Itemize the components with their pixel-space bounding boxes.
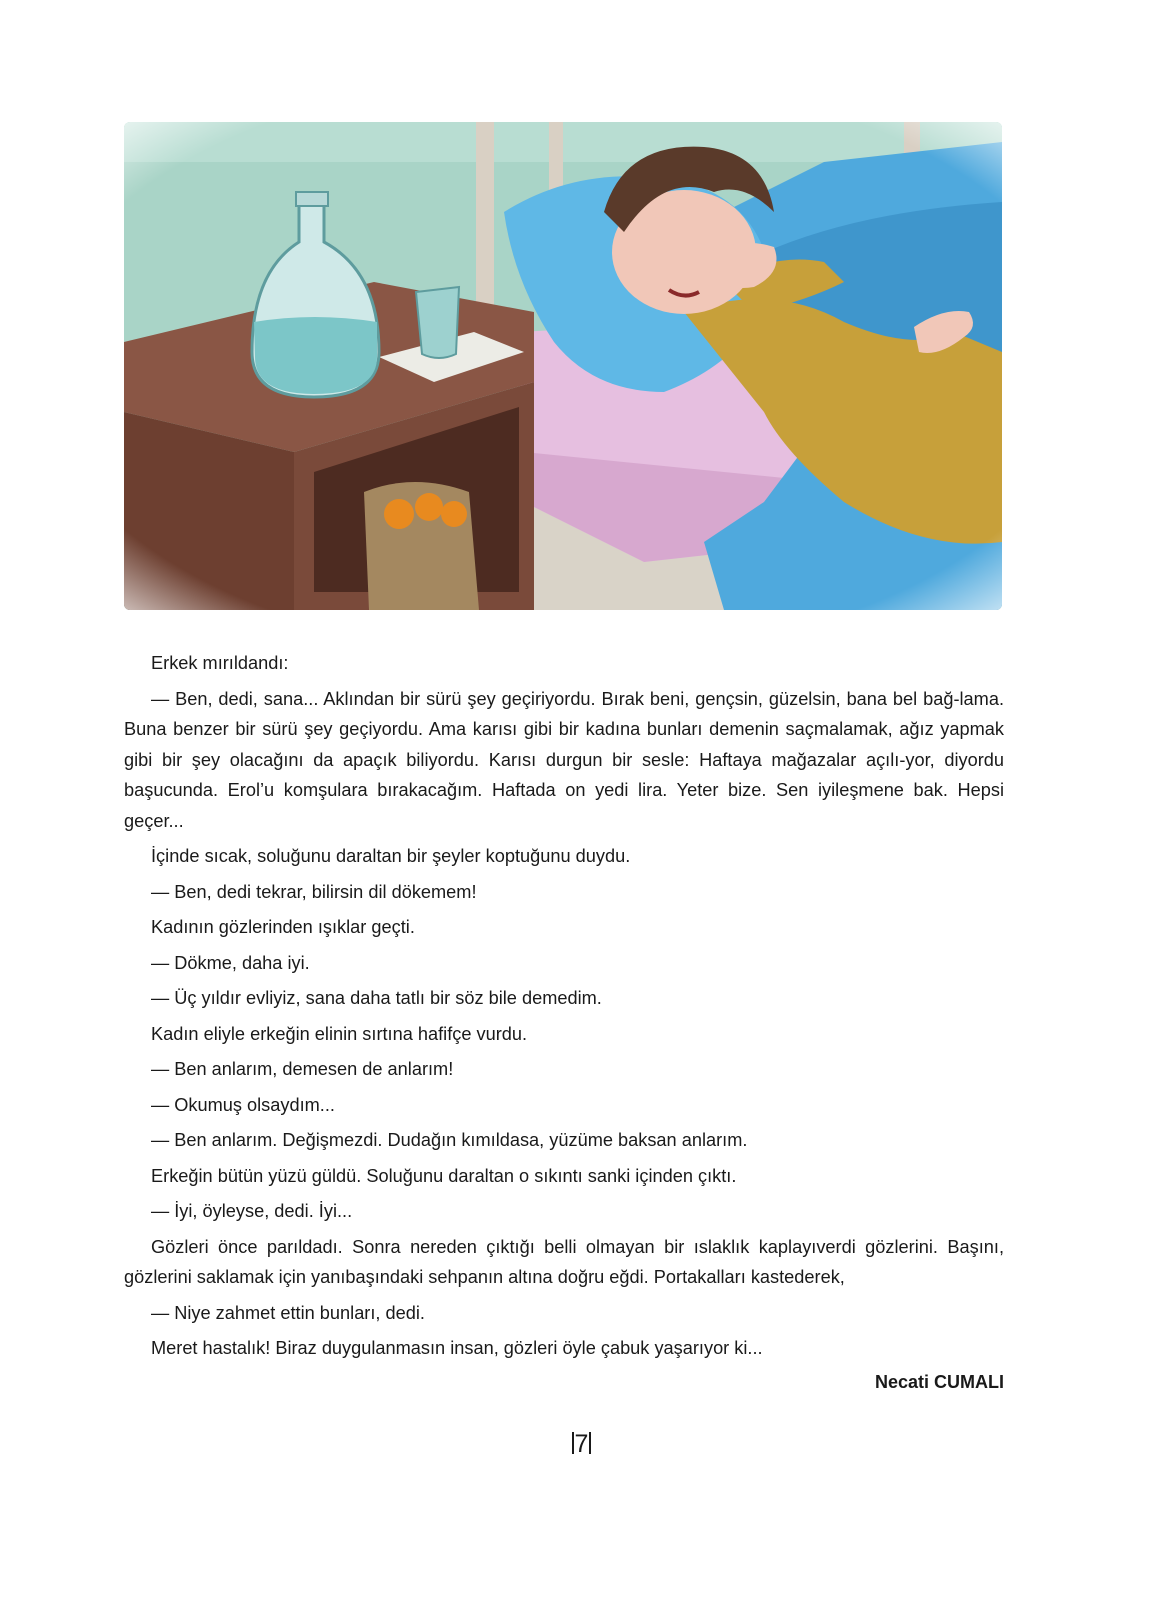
- paragraph: Erkeğin bütün yüzü güldü. Soluğunu daraltan o sıkıntı sanki içinden çıktı.: [151, 1165, 737, 1186]
- paragraph: — Üç yıldır evliyiz, sana daha tatlı bir söz bile demedim.: [151, 988, 602, 1008]
- paragraph: — Ben anlarım, demesen de anlarım!: [151, 1059, 454, 1079]
- page-number-left-bar: [572, 1432, 574, 1454]
- sick-man-in-bed-icon: [124, 122, 1002, 610]
- paragraph: Meret hastalık! Biraz duygulanmasın insan, gözleri öyle çabuk yaşarıyor ki...: [151, 1338, 763, 1358]
- story-illustration: [124, 122, 1002, 610]
- story-text: [124, 646, 1004, 1367]
- paragraph: — Okumuş olsaydım...: [151, 1094, 335, 1115]
- paragraph: Gözleri önce parıldadı. Sonra nereden çıktığı belli olmayan bir ıslaklık kaplayıverdi gözlerini. Başını, gözlerini saklamak için yanıbaşındaki sehpanın altına doğru eğdi. Portakalları kastederek,: [124, 1236, 1004, 1287]
- paragraph: Erkek mırıldandı:: [151, 653, 289, 673]
- page-number: [0, 1430, 1163, 1459]
- paragraph: — Niye zahmet ettin bunları, dedi.: [151, 1302, 425, 1323]
- paragraph: Kadın eliyle erkeğin elinin sırtına hafifçe vurdu.: [151, 1023, 528, 1044]
- page-number-right-bar: [589, 1432, 591, 1454]
- page-number-value: 7: [574, 1430, 589, 1458]
- paragraph: — Ben, dedi, sana... Aklından bir sürü şey geçiriyordu. Bırak beni, gençsin, güzelsin, bana bel bağ-lama. Buna benzer bir sürü şey geçiyordu. Ama karısı gibi bir kadına bunları demenin saçmalamak, ağız yapmak gibi bir şey olacağını da apaçık biliyordu. Karısı durgun bir sesle: Haftaya mağazalar açılı-yor, diyordu başucunda. Erol’u komşulara bırakacağım. Haftada on yedi lira. Yeter bize. Sen iyileşmene bak. Hepsi geçer...: [124, 688, 1004, 831]
- paragraph: Kadının gözlerinden ışıklar geçti.: [151, 917, 415, 937]
- author-name: Necati CUMALI: [874, 1372, 1004, 1392]
- paragraph: — Ben, dedi tekrar, bilirsin dil dökemem!: [151, 881, 477, 902]
- paragraph: — Dökme, daha iyi.: [151, 952, 310, 973]
- paragraph: — Ben anlarım. Değişmezdi. Dudağın kımıldasa, yüzüme baksan anlarım.: [151, 1130, 748, 1150]
- paragraph: İçinde sıcak, soluğunu daraltan bir şeyler koptuğunu duydu.: [151, 846, 631, 866]
- paragraph: — İyi, öyleyse, dedi. İyi...: [151, 1201, 353, 1221]
